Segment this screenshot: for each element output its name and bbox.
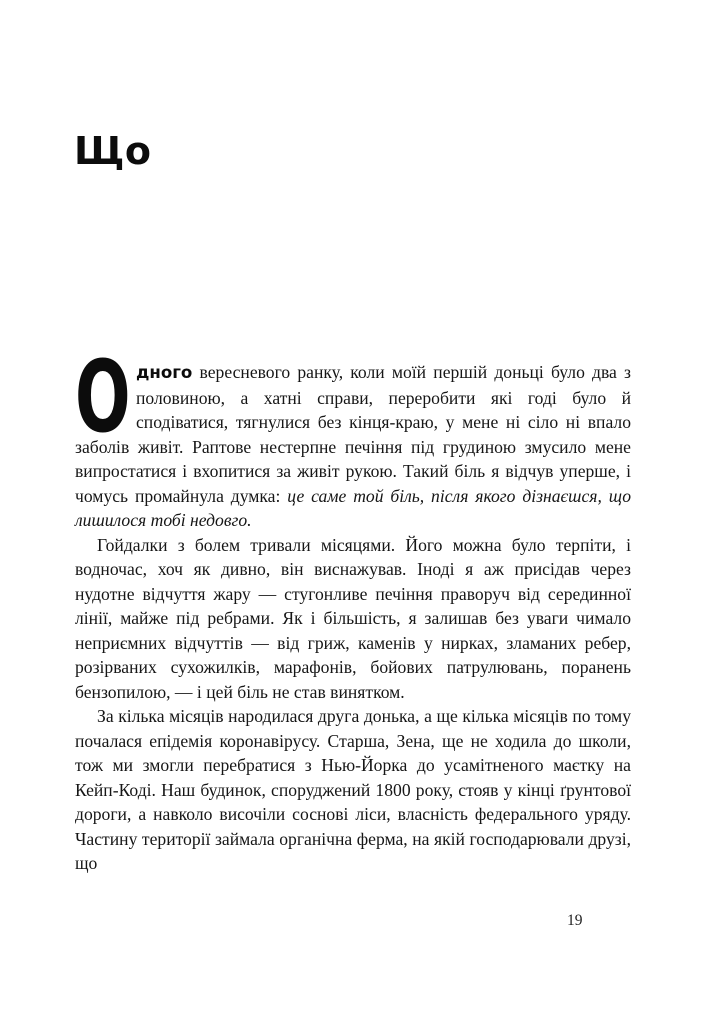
lead-word: дного xyxy=(136,363,193,382)
drop-cap: О xyxy=(75,340,131,455)
paragraph-opening-italic-text: це саме той біль, після якого дізнаєшся, що лишилося тобі недовго. xyxy=(75,485,632,530)
paragraph-second: Гойдалки з болем тривали місяцями. Його можна було терпіти, і водночас, хоч як дивно, він виснажував. Іноді я аж присідав через нудотне відчуття жару — стугонливе печіння праворуч від серединної лінії, майже під ребрами. Як і більшість, я залишав без уваги чимало неприємних відчуттів — від гриж, каменів у нирках, зламаних ребер, розірваних сухожилків, марафонів, бойових патрулювань, поранень бензопилою, — і цей біль не став винятком. xyxy=(75,534,631,702)
paragraph-opening-text: вересневого ранку, коли моїй першій доньці було два з половиною, а хатні справи, переробити які годі було й сподіватися, тягнулися без кінця-краю, у мене ні сіло ні впало заболів живіт. Раптове нестерпне печіння під грудиною змусило мене випростатися і вхопитися за живіт рукою. Такий біль я відчув уперше, і чомусь промайнула думка: xyxy=(75,362,631,506)
body-text-column xyxy=(75,340,632,876)
chapter-title: Що xyxy=(74,129,152,173)
paragraph-opening xyxy=(75,340,632,533)
paragraph-third: За кілька місяців народилася друга донька, а ще кілька місяців по тому почалася епідемія коронавірусу. Старша, Зена, ще не ходила до школи, тож ми змогли перебратися з Нью-Йорка до усамітненого маєтку на Кейп-Коді. Наш будинок, споруджений 1800 року, стояв у кінці ґрунтової дороги, а навколо височіли соснові ліси, власність федерального уряду. Частину території займала органічна ферма, на якій господарювали друзі, що xyxy=(75,706,631,873)
page-number: 19 xyxy=(567,912,583,929)
